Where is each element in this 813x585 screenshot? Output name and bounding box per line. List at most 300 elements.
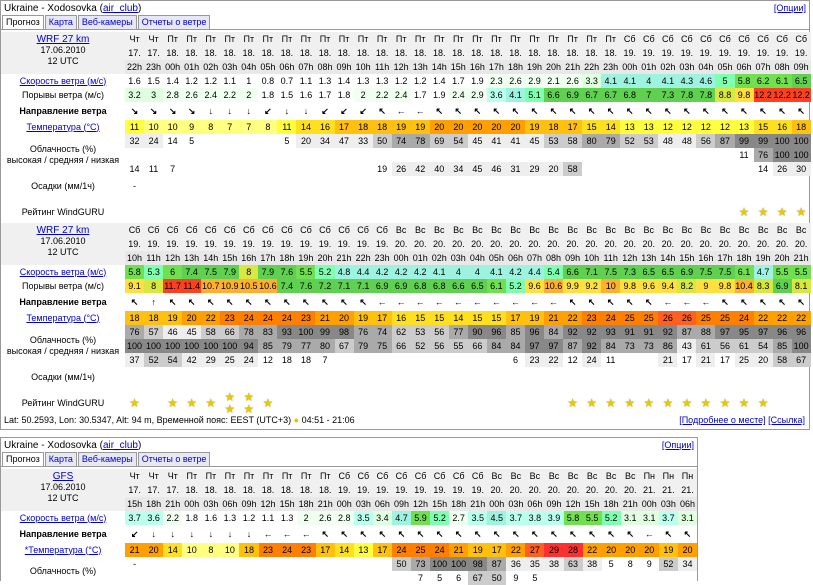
hour-cell: 12h	[259, 497, 278, 511]
cloud-mid-cell	[640, 571, 659, 585]
cloud-low-cell	[582, 162, 601, 176]
wind-gusts-cell: 6.8	[411, 279, 430, 293]
temperature-cell: 7	[220, 120, 239, 134]
wind-gusts-cell: 5.1	[525, 88, 544, 102]
temperature-cell: 17	[563, 120, 582, 134]
precip-cell	[449, 367, 468, 387]
temperature-label[interactable]: Температура (°C)	[26, 121, 100, 132]
wind-speed-cell: 7.5	[601, 265, 620, 279]
cloud-mid-cell: 73	[639, 339, 658, 353]
wind-speed-cell: 4.5	[487, 511, 506, 525]
wind-arrow-icon: ↖	[759, 105, 767, 116]
precip-cell	[201, 367, 220, 387]
cloud-mid-cell	[696, 148, 715, 162]
cloud-high-cell	[354, 557, 373, 571]
precip-cell	[582, 367, 601, 387]
hour-cell: 15h	[677, 251, 696, 265]
day-cell: Пт	[449, 32, 468, 46]
day-cell: Сб	[411, 469, 430, 483]
date-cell: 19.	[392, 483, 411, 497]
model-link[interactable]: WRF 27 km	[36, 225, 90, 236]
wind-speed-cell: 5.8	[735, 74, 754, 88]
precip-cell	[277, 367, 296, 387]
temperature-cell: 8	[258, 120, 277, 134]
cloud-low-cell	[182, 162, 201, 176]
tab-forecast[interactable]: Прогноз	[2, 15, 44, 29]
temperature-cell: 19	[354, 311, 373, 325]
cloud-high-cell: 83	[258, 325, 277, 339]
temperature-cell: 22	[583, 543, 602, 557]
hour-cell: 12h	[620, 251, 639, 265]
cloud-mid-cell	[544, 148, 563, 162]
wind-arrow-icon: ↖	[626, 528, 635, 539]
wind-gusts-cell: 9.2	[582, 279, 601, 293]
wind-speed-cell: 3.6	[144, 511, 163, 525]
cloud-high-cell: 90	[468, 325, 487, 339]
date-cell: 20.	[430, 237, 449, 251]
cloud-low-cell	[373, 353, 392, 367]
cloud-high-cell: 87	[715, 134, 734, 148]
cloud-mid-cell	[201, 148, 220, 162]
day-cell: Сб	[696, 32, 715, 46]
wind-speed-cell: 1.2	[239, 511, 258, 525]
precip-cell	[239, 176, 258, 196]
star-icon: ★	[224, 402, 236, 416]
wind-speed-cell: 2.7	[449, 511, 468, 525]
date-cell: 19.	[639, 46, 658, 60]
day-cell: Пн	[640, 469, 659, 483]
wind-speed-cell: 1.3	[220, 511, 239, 525]
temperature-cell: 23	[582, 311, 601, 325]
temperature-cell: 13	[620, 120, 639, 134]
day-cell: Пт	[182, 32, 201, 46]
cloud-high-row	[1, 325, 811, 339]
wind-speed-cell: 3.1	[640, 511, 659, 525]
wind-gusts-cell: 3	[144, 88, 163, 102]
hour-cell: 18h	[506, 60, 525, 74]
cloud-mid-cell	[315, 148, 334, 162]
temperature-cell: 18	[125, 311, 144, 325]
precip-cell	[296, 176, 315, 196]
day-cell: Пт	[392, 32, 411, 46]
cloud-high-cell: 96	[525, 325, 544, 339]
temperature-cell: 15	[411, 311, 430, 325]
date-cell: 19.	[258, 237, 277, 251]
day-cell: Пн	[678, 469, 697, 483]
cloud-high-cell: 48	[677, 134, 696, 148]
cloud-low-cell	[220, 162, 239, 176]
hour-cell: 21h	[163, 497, 182, 511]
day-cell: Вс	[621, 469, 640, 483]
wind-gusts-cell: 9.8	[715, 279, 734, 293]
wind-gusts-cell: 7.8	[696, 88, 715, 102]
cloud-low-cell	[468, 353, 487, 367]
wind-gusts-cell: 2.9	[468, 88, 487, 102]
precip-cell	[792, 176, 811, 196]
more-about-place-link[interactable]: [Подробнее о месте]	[679, 415, 766, 425]
cloud-mid-cell: 67	[335, 339, 354, 353]
wind-arrow-icon: ↖	[778, 296, 786, 307]
tab-bar	[1, 452, 697, 467]
star-icon: ★	[205, 396, 217, 410]
precip-cell	[335, 367, 354, 387]
cloud-high-cell: 34	[315, 134, 334, 148]
temperature-cell: 10	[144, 120, 163, 134]
hour-cell: 06h	[678, 497, 697, 511]
date-cell: 18.	[315, 46, 334, 60]
day-cell: Сб	[277, 223, 296, 237]
hour-cell: 17h	[487, 60, 506, 74]
wind-speed-cell: 1.6	[201, 511, 220, 525]
date-cell: 18.	[563, 46, 582, 60]
temperature-cell: 25	[639, 311, 658, 325]
wind-arrow-icon: ↖	[283, 296, 291, 307]
forecast-table-wrf-1	[1, 32, 811, 228]
date-cell: 20.	[620, 237, 639, 251]
precip-cell	[258, 176, 277, 196]
cloud-high-cell: 58	[563, 134, 582, 148]
cloud-mid-cell	[392, 148, 411, 162]
cloud-high-cell: 9	[640, 557, 659, 571]
wind-speed-cell: 3.7	[125, 511, 144, 525]
day-cell: Вс	[392, 223, 411, 237]
wind-speed-cell: 7.1	[582, 265, 601, 279]
cloud-mid-cell	[601, 148, 620, 162]
wind-arrow-icon: ↖	[569, 528, 577, 539]
hour-cell: 15h	[220, 251, 239, 265]
cloud-high-cell: 5	[602, 557, 621, 571]
wind-arrow-icon: ↙	[359, 105, 367, 116]
model-info	[1, 32, 125, 74]
date-cell: 20.	[773, 237, 792, 251]
temperature-cell: 10	[163, 120, 182, 134]
wind-arrow-icon: ↖	[225, 296, 234, 307]
wind-speed-cell: 1.2	[201, 74, 220, 88]
temperature-cell: 21	[125, 543, 144, 557]
cloud-mid-cell	[144, 571, 163, 585]
cloud-mid-cell: 100	[773, 148, 792, 162]
temperature-cell: 10	[182, 543, 201, 557]
hour-cell: 22h	[125, 60, 144, 74]
cloud-low-cell: 34	[449, 162, 468, 176]
temperature-cell: 10	[220, 543, 239, 557]
date-cell: 21.	[659, 483, 678, 497]
wind-speed-cell: 7.9	[258, 265, 277, 279]
date-cell: 20.	[544, 483, 563, 497]
cloud-high-cell: 36	[506, 557, 525, 571]
wind-gusts-cell: 2.2	[220, 88, 239, 102]
date-cell: 18.	[449, 46, 468, 60]
wind-gusts-cell: 10.6	[544, 279, 563, 293]
options-link[interactable]: [Опции]	[773, 3, 806, 13]
cloud-high-cell: 45	[525, 134, 544, 148]
temperature-cell: 12	[677, 120, 696, 134]
tab-map[interactable]: Карта	[45, 452, 77, 466]
temperature-cell: 22	[773, 311, 792, 325]
wind-speed-cell: 5.5	[792, 265, 811, 279]
wind-speed-cell: 1.7	[449, 74, 468, 88]
precip-cell	[487, 367, 506, 387]
wind-speed-cell: 4.2	[411, 265, 430, 279]
star-icon: ★	[757, 205, 769, 219]
cloud-low-cell: 40	[430, 162, 449, 176]
cloud-low-cell: 42	[182, 353, 201, 367]
hour-cell: 09h	[392, 497, 411, 511]
wind-speed-cell: 4.3	[677, 74, 696, 88]
date-cell: 18.	[182, 46, 201, 60]
wind-arrow-icon: ↑	[151, 296, 156, 307]
precip-cell	[715, 367, 734, 387]
wind-speed-cell: 1.1	[259, 511, 278, 525]
date-cell: 20.	[602, 483, 621, 497]
cloud-low-cell: 58	[563, 162, 582, 176]
cloud-high-cell: 87	[487, 557, 506, 571]
cloud-subtitle: высокая / средняя / низкая	[6, 346, 120, 356]
date-cell: 19.	[468, 483, 487, 497]
hour-cell: 17h	[258, 251, 277, 265]
cloud-high-cell: 45	[182, 325, 201, 339]
day-cell: Пт	[315, 32, 334, 46]
temperature-cell: 18	[239, 543, 258, 557]
day-cell: Сб	[735, 32, 754, 46]
temperature-cell: 16	[315, 120, 334, 134]
wind-arrow-icon: ↖	[454, 105, 463, 116]
cloud-high-cell	[297, 557, 316, 571]
precip-cell	[392, 367, 411, 387]
club-link[interactable]: air_club	[102, 440, 138, 451]
cloud-low-cell	[258, 162, 277, 176]
wind-speed-cell: 8	[239, 265, 258, 279]
options-link[interactable]: [Опции]	[661, 440, 694, 450]
cloud-mid-cell	[659, 571, 678, 585]
date-cell: 20.	[582, 237, 601, 251]
tab-wind-reports[interactable]: Отчеты о ветре	[138, 452, 211, 466]
hour-cell: 14h	[658, 251, 677, 265]
day-cell: Пт	[601, 32, 620, 46]
cloud-low-cell: 17	[715, 353, 734, 367]
hour-cell: 03h	[677, 60, 696, 74]
cloud-mid-cell	[621, 571, 640, 585]
cloud-low-cell: 31	[506, 162, 525, 176]
cloud-mid-cell: 11	[735, 148, 754, 162]
wind-arrow-icon: ↓	[246, 528, 252, 539]
hour-cell: 20h	[544, 60, 563, 74]
date-cell: 18.	[354, 46, 373, 60]
cloud-mid-cell: 84	[487, 339, 506, 353]
temperature-cell: 21	[544, 311, 563, 325]
date-cell: 17.	[125, 483, 144, 497]
cloud-high-cell: 56	[696, 134, 715, 148]
hour-cell: 03h	[659, 497, 678, 511]
wind-speed-cell: 3.1	[621, 511, 640, 525]
temperature-cell: 20	[506, 120, 525, 134]
model-link[interactable]: GFS	[52, 471, 74, 482]
temperature-cell: 8	[201, 543, 220, 557]
temperature-row	[1, 120, 811, 134]
hour-cell: 02h	[201, 60, 220, 74]
day-cell: Вс	[677, 223, 696, 237]
temperature-cell: 24	[601, 311, 620, 325]
panel-header: Ukraine - Xodosovka (air_club) [Опции]	[4, 440, 694, 451]
wind-arrow-icon: ↖	[740, 296, 748, 307]
cloud-mid-cell: 66	[392, 339, 411, 353]
date-cell: 18.	[411, 46, 430, 60]
date-cell: 19.	[373, 483, 392, 497]
precip-cell	[373, 367, 392, 387]
tab-wind-reports[interactable]: Отчеты о ветре	[138, 15, 211, 29]
wind-gusts-cell: 6.7	[601, 88, 620, 102]
day-cell: Сб	[430, 469, 449, 483]
wind-arrow-icon: ↖	[625, 105, 634, 116]
wind-arrow-icon: ↖	[416, 528, 425, 539]
cloud-high-cell: 46	[163, 325, 182, 339]
cloud-title: Облачность (%)	[29, 335, 97, 345]
precip-cell	[182, 367, 201, 387]
wind-arrow-icon: ↘	[130, 105, 139, 116]
tab-webcams[interactable]: Веб-камеры	[78, 452, 137, 466]
cloud-low-cell	[601, 162, 620, 176]
day-row	[1, 223, 811, 237]
temperature-cell: 26	[658, 311, 677, 325]
link-link[interactable]: [Ссылка]	[768, 415, 805, 425]
wind-gusts-cell: 6.8	[430, 279, 449, 293]
tab-webcams[interactable]: Веб-камеры	[78, 15, 137, 29]
date-cell: 18.	[601, 46, 620, 60]
star-icon: ★	[738, 205, 750, 219]
star-icon: ★	[795, 205, 807, 219]
wind-speed-cell: 1.6	[125, 74, 144, 88]
hour-cell: 02h	[658, 60, 677, 74]
precip-cell	[677, 176, 696, 196]
hour-cell: 05h	[258, 60, 277, 74]
day-cell: Чт	[144, 32, 163, 46]
hour-cell: 15h	[125, 497, 144, 511]
club-link[interactable]: air_club	[102, 3, 138, 14]
model-link[interactable]: WRF 27 km	[36, 34, 90, 45]
star-icon: ★	[681, 396, 693, 410]
star-icon: ★	[262, 396, 274, 410]
wind-speed-label[interactable]: Скорость ветра (м/с)	[19, 512, 107, 523]
cloud-high-cell: 52	[659, 557, 678, 571]
temperature-cell: 22	[754, 311, 773, 325]
temperature-cell: 25	[620, 311, 639, 325]
date-cell: 20.	[677, 237, 696, 251]
temperature-cell: 11	[125, 120, 144, 134]
cloud-high-cell: 74	[373, 325, 392, 339]
day-cell: Чт	[144, 469, 163, 483]
wind-arrow-icon: ↘	[149, 105, 158, 116]
temperature-label[interactable]: *Температура (°C)	[24, 544, 102, 555]
date-cell: 19.	[239, 237, 258, 251]
wind-speed-cell: 5.8	[564, 511, 583, 525]
temperature-cell: 19	[392, 120, 411, 134]
day-cell: Пт	[316, 469, 335, 483]
cloud-high-cell: 92	[563, 325, 582, 339]
day-cell: Вс	[754, 223, 773, 237]
day-cell: Пт	[335, 32, 354, 46]
wind-gusts-cell: 12.2	[792, 88, 811, 102]
hour-cell: 04h	[239, 60, 258, 74]
wind-speed-label[interactable]: Скорость ветра (м/с)	[19, 75, 107, 86]
temperature-cell: 23	[259, 543, 278, 557]
wind-speed-label[interactable]: Скорость ветра (м/с)	[19, 266, 107, 277]
wind-speed-cell: 6	[163, 265, 182, 279]
temperature-cell: 12	[715, 120, 734, 134]
cloud-mid-cell: 9	[506, 571, 525, 585]
cloud-mid-cell: 61	[696, 339, 715, 353]
precip-cell	[201, 176, 220, 196]
location-title: Ukraine - Xodosovka	[4, 440, 97, 451]
wind-arrow-icon: ↖	[645, 296, 653, 307]
cloud-mid-cell: 54	[754, 339, 773, 353]
wind-arrow-icon: ↓	[208, 528, 214, 539]
hour-cell: 14h	[201, 251, 220, 265]
temperature-cell: 19	[659, 543, 678, 557]
hour-cell: 02h	[430, 251, 449, 265]
cloud-mid-cell: 85	[773, 339, 792, 353]
wind-speed-cell: 1.4	[335, 74, 354, 88]
wind-arrow-icon: ↖	[664, 105, 672, 116]
wind-speed-cell: 6.9	[677, 265, 696, 279]
cloud-mid-cell	[354, 148, 373, 162]
cloud-high-cell: 92	[658, 325, 677, 339]
hour-cell: 18h	[277, 251, 296, 265]
wind-speed-cell: 4	[639, 74, 658, 88]
cloud-high-cell: 96	[773, 325, 792, 339]
tab-forecast[interactable]: Прогноз	[2, 452, 44, 466]
wind-gusts-cell: 10.5	[239, 279, 258, 293]
star-icon: ★	[167, 396, 178, 410]
cloud-mid-cell	[163, 571, 182, 585]
precip-cell	[525, 176, 544, 196]
temperature-label[interactable]: Температура (°C)	[26, 312, 100, 323]
wind-gusts-cell: 8.1	[792, 279, 811, 293]
precip-cell	[735, 367, 754, 387]
date-cell: 18.	[220, 46, 239, 60]
date-cell: 18.	[487, 46, 506, 60]
date-cell: 21.	[640, 483, 659, 497]
day-cell: Пт	[354, 32, 373, 46]
wind-gusts-cell: 7.1	[354, 279, 373, 293]
cloud-low-cell: 21	[696, 353, 715, 367]
date-cell: 19.	[354, 483, 373, 497]
date-cell: 20.	[621, 483, 640, 497]
hour-cell: 03h	[220, 60, 239, 74]
temperature-cell: 24	[392, 543, 411, 557]
wind-speed-cell: 3.9	[544, 511, 563, 525]
tab-map[interactable]: Карта	[45, 15, 77, 29]
cloud-high-cell: 14	[163, 134, 182, 148]
cloud-low-cell: 25	[220, 353, 239, 367]
wind-speed-cell: 3.7	[659, 511, 678, 525]
cloud-mid-cell	[354, 571, 373, 585]
cloud-mid-cell	[658, 148, 677, 162]
cloud-mid-cell	[144, 148, 163, 162]
wind-speed-cell: 3.8	[525, 511, 544, 525]
precip-cell	[544, 176, 563, 196]
cloud-high-cell: 99	[315, 325, 334, 339]
star-icon: ★	[662, 396, 674, 410]
cloud-high-cell	[182, 557, 201, 571]
temperature-cell: 13	[354, 543, 373, 557]
wind-gusts-cell: 9	[696, 279, 715, 293]
date-cell: 20.	[487, 237, 506, 251]
date-cell: 19.	[658, 46, 677, 60]
wind-gusts-cell: 10.4	[735, 279, 754, 293]
day-cell: Пт	[468, 32, 487, 46]
wind-arrow-icon: ↖	[568, 296, 577, 307]
wind-speed-cell: 1.2	[182, 74, 201, 88]
